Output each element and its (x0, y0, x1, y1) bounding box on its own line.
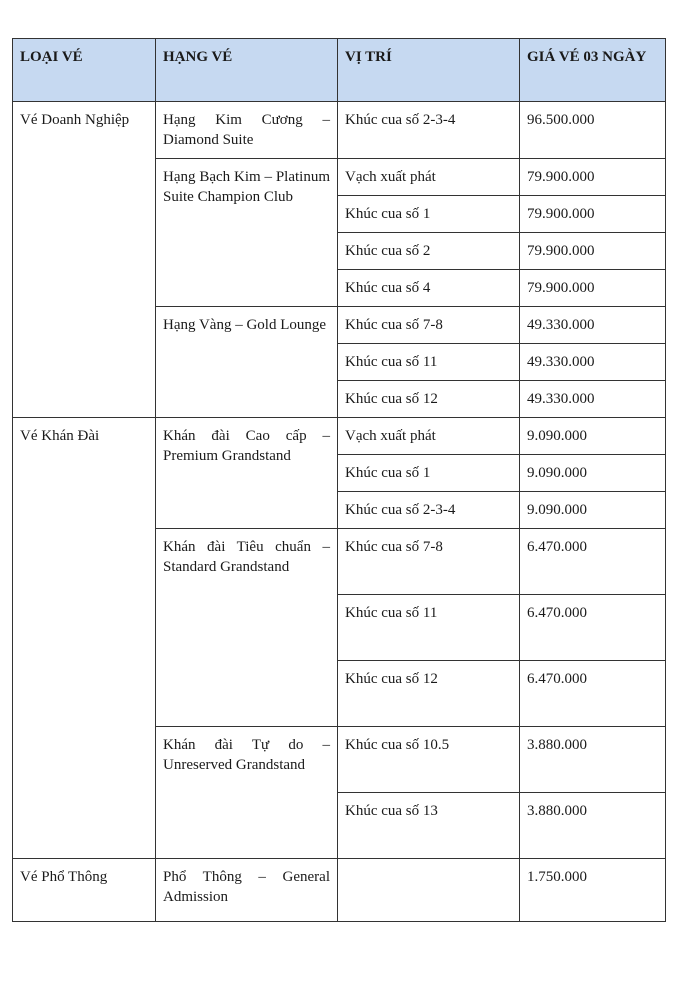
price-cell: 96.500.000 (520, 102, 666, 159)
price-cell: 6.470.000 (520, 661, 666, 727)
ticket-type-cell: Vé Doanh Nghiệp (13, 102, 156, 418)
header-row (13, 39, 666, 102)
header-price: GIÁ VÉ 03 NGÀY (520, 39, 666, 102)
price-cell: 79.900.000 (520, 270, 666, 307)
price-cell: 3.880.000 (520, 727, 666, 793)
price-cell: 9.090.000 (520, 455, 666, 492)
location-cell: Khúc cua số 11 (338, 595, 520, 661)
ticket-class-cell: Hạng Vàng – Gold Lounge (156, 307, 338, 418)
price-cell: 49.330.000 (520, 344, 666, 381)
ticket-type-cell: Vé Phổ Thông (13, 859, 156, 922)
price-cell: 1.750.000 (520, 859, 666, 922)
price-cell: 9.090.000 (520, 492, 666, 529)
ticket-price-table (12, 38, 666, 922)
ticket-class-cell: Phổ Thông – General Admission (156, 859, 338, 922)
price-cell: 9.090.000 (520, 418, 666, 455)
location-cell: Khúc cua số 2-3-4 (338, 102, 520, 159)
price-cell: 49.330.000 (520, 381, 666, 418)
ticket-class-cell: Hạng Kim Cương – Diamond Suite (156, 102, 338, 159)
location-cell: Vạch xuất phát (338, 159, 520, 196)
price-cell: 6.470.000 (520, 595, 666, 661)
table-row (13, 102, 666, 159)
header-location: VỊ TRÍ (338, 39, 520, 102)
location-cell: Khúc cua số 1 (338, 196, 520, 233)
price-cell: 6.470.000 (520, 529, 666, 595)
header-ticket-type: LOẠI VÉ (13, 39, 156, 102)
location-cell: Khúc cua số 4 (338, 270, 520, 307)
location-cell: Khúc cua số 2-3-4 (338, 492, 520, 529)
ticket-class-cell: Khán đài Tự do – Unreserved Grandstand (156, 727, 338, 859)
ticket-type-cell: Vé Khán Đài (13, 418, 156, 859)
location-cell: Khúc cua số 7-8 (338, 529, 520, 595)
location-cell: Khúc cua số 12 (338, 661, 520, 727)
price-cell: 79.900.000 (520, 233, 666, 270)
price-cell: 3.880.000 (520, 793, 666, 859)
location-cell: Khúc cua số 2 (338, 233, 520, 270)
location-cell: Khúc cua số 1 (338, 455, 520, 492)
ticket-class-cell: Khán đài Cao cấp – Premium Grandstand (156, 418, 338, 529)
header-ticket-class: HẠNG VÉ (156, 39, 338, 102)
ticket-class-cell: Khán đài Tiêu chuẩn – Standard Grandstand (156, 529, 338, 727)
location-cell: Vạch xuất phát (338, 418, 520, 455)
location-cell: Khúc cua số 7-8 (338, 307, 520, 344)
ticket-class-cell: Hạng Bạch Kim – Platinum Suite Champion Club (156, 159, 338, 307)
location-cell: Khúc cua số 12 (338, 381, 520, 418)
location-cell (338, 859, 520, 922)
table-row (13, 418, 666, 455)
price-cell: 49.330.000 (520, 307, 666, 344)
location-cell: Khúc cua số 11 (338, 344, 520, 381)
location-cell: Khúc cua số 10.5 (338, 727, 520, 793)
price-cell: 79.900.000 (520, 196, 666, 233)
price-cell: 79.900.000 (520, 159, 666, 196)
location-cell: Khúc cua số 13 (338, 793, 520, 859)
table-row (13, 859, 666, 922)
